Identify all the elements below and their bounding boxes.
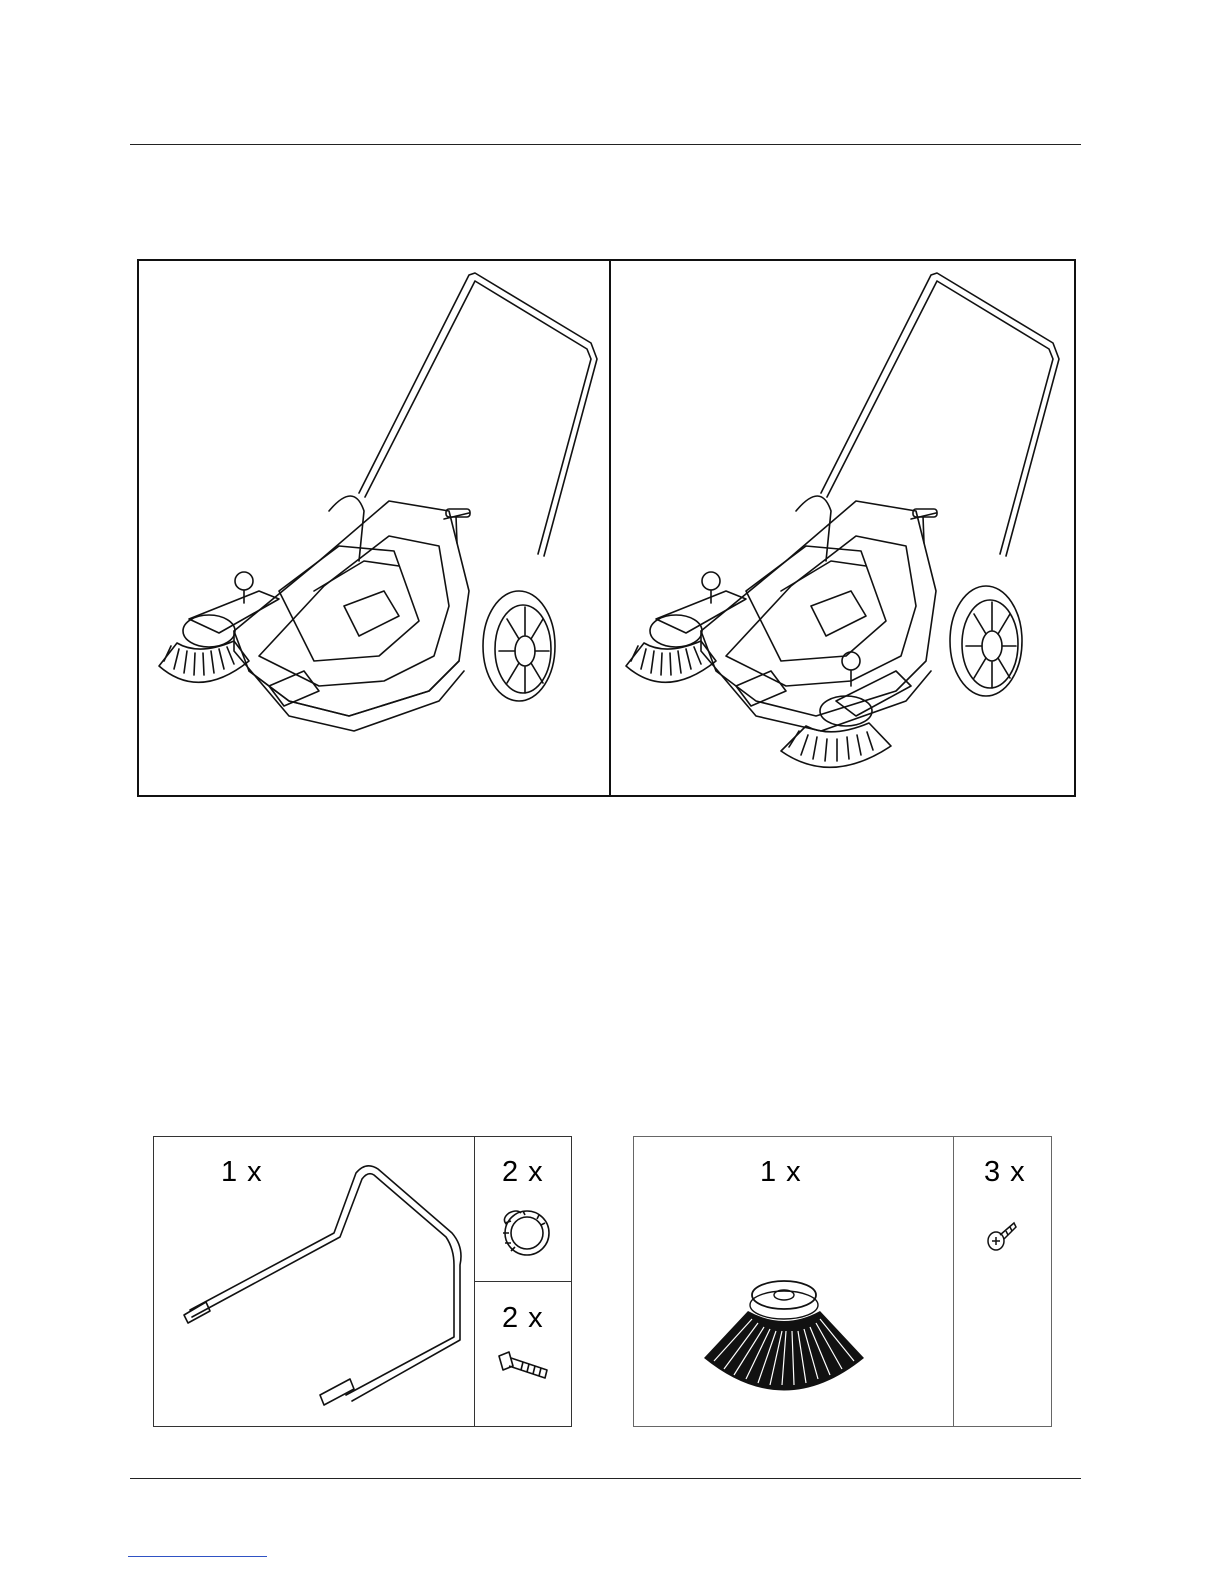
bolt-icon bbox=[495, 1346, 555, 1386]
brush-quantity: 1 x bbox=[760, 1156, 802, 1188]
header-rule bbox=[130, 144, 1081, 145]
sweeper-single-brush-illustration bbox=[139, 261, 609, 795]
side-brush-icon bbox=[694, 1273, 874, 1403]
footer-link-underline bbox=[128, 1556, 267, 1557]
handle-bar-icon bbox=[174, 1155, 464, 1415]
knob-cell bbox=[475, 1137, 571, 1282]
handle-quantity: 1 x bbox=[221, 1156, 263, 1188]
sweeper-overview-figure bbox=[137, 259, 1076, 797]
knob-quantity: 2 x bbox=[502, 1156, 544, 1188]
screw-quantity: 3 x bbox=[984, 1156, 1026, 1188]
knob-icon bbox=[497, 1201, 553, 1261]
sweeper-dual-brush-illustration bbox=[611, 261, 1076, 795]
footer-rule bbox=[130, 1478, 1081, 1479]
screw-cell bbox=[954, 1137, 1051, 1426]
bolt-cell bbox=[475, 1282, 571, 1426]
parts-box-side-brush-set bbox=[633, 1136, 1052, 1427]
parts-box-handle-set bbox=[153, 1136, 572, 1427]
handle-cell bbox=[154, 1137, 475, 1426]
brush-cell bbox=[634, 1137, 954, 1426]
bolt-quantity: 2 x bbox=[502, 1302, 544, 1334]
screw-icon bbox=[984, 1217, 1020, 1257]
